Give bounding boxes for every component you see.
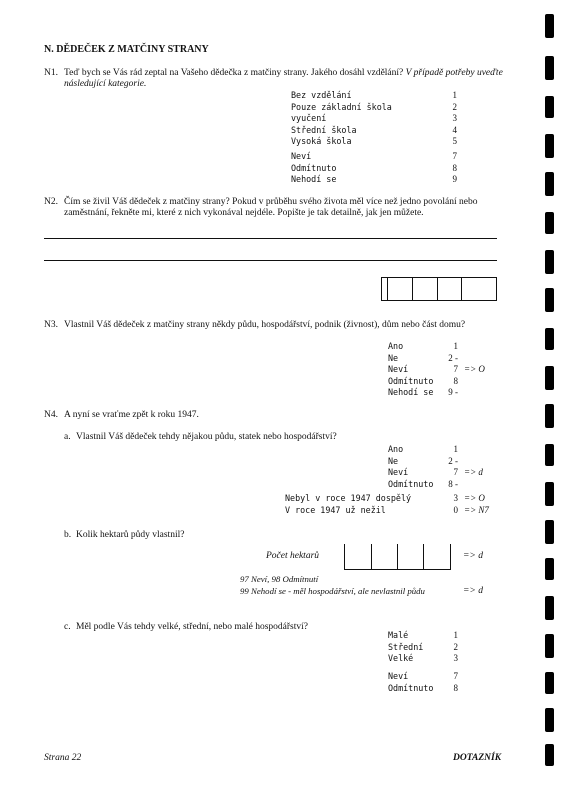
answer-line-2[interactable] <box>44 260 497 261</box>
answer-option[interactable] <box>291 102 457 114</box>
answer-option[interactable] <box>291 163 457 175</box>
option-label: Odmítnuto <box>388 375 434 386</box>
option-code: 3 <box>453 493 458 503</box>
option-label: Velké <box>388 653 414 663</box>
option-label: Nehodí se <box>388 387 434 397</box>
option-code: 8 <box>453 682 458 693</box>
option-code: 0 <box>453 504 458 515</box>
option-code: 1 <box>452 90 457 100</box>
option-label: Nebyl v roce 1947 dospělý <box>285 493 412 503</box>
n4c-options <box>388 630 458 665</box>
option-label: Bez vzdělání <box>291 90 352 100</box>
option-code: 1 <box>453 444 458 454</box>
option-code: 5 <box>452 136 457 146</box>
answer-option[interactable] <box>291 113 457 125</box>
n4a-options <box>388 444 483 490</box>
question-text-n3: Vlastnil Váš dědeček z matčiny strany někdy půdu, hospodářství, podnik (živnost), dům nebo část domu? <box>64 320 466 330</box>
answer-option[interactable] <box>388 683 458 695</box>
answer-option[interactable] <box>388 387 485 399</box>
option-label: Neví <box>291 151 312 161</box>
option-code: 8 - <box>448 478 458 489</box>
question-n1-instruction: V případě potřeby uveďte následující kategorie. <box>64 68 503 89</box>
subquestion-letter-b: b. <box>64 530 72 540</box>
notes-skip-arrow: => d <box>463 586 483 596</box>
answer-option[interactable] <box>291 151 457 163</box>
option-label: Malé <box>388 630 409 640</box>
skip-arrow: => d <box>464 467 483 477</box>
option-label: Neví <box>388 364 409 374</box>
subquestion-text-c: Měl podle Vás tehdy velké, střední, nebo malé hospodářství? <box>76 622 308 632</box>
option-code: 4 <box>452 124 457 135</box>
skip-arrow <box>458 387 485 399</box>
answer-option[interactable] <box>388 376 485 388</box>
answer-option[interactable] <box>291 136 457 148</box>
question-number-n4: N4. <box>44 410 58 420</box>
question-text-n1 <box>64 68 504 90</box>
answer-option[interactable] <box>388 653 458 665</box>
skip-arrow <box>458 376 485 388</box>
option-code: 1 <box>453 341 458 351</box>
question-text-n2: Čím se živil Váš dědeček z matčiny strany? Pokud v průběhu svého života měl více než jedno povolání nebo zaměstnání, řekněte mi, které z nich vykonával nejdéle. Popište je tak detailně, jak jen můžete. <box>64 197 478 218</box>
footer-document-title: DOTAZNÍK <box>453 753 502 763</box>
option-label: Ne <box>388 352 399 363</box>
option-code: 9 <box>452 174 457 184</box>
occupation-code-boxes[interactable] <box>381 277 497 301</box>
answer-option[interactable] <box>285 505 489 517</box>
n1-options <box>291 90 457 148</box>
option-code: 7 <box>453 671 458 681</box>
option-code: 3 <box>452 113 457 123</box>
answer-option[interactable] <box>388 364 485 376</box>
subquestion-text-a: Vlastnil Váš dědeček tehdy nějakou půdu, statek nebo hospodářství? <box>76 432 337 442</box>
skip-arrow <box>458 479 483 491</box>
answer-option[interactable] <box>291 125 457 137</box>
hectares-note-2: 99 Nehodí se - měl hospodářství, ale nevlastnil půdu <box>240 586 425 596</box>
option-code: 9 - <box>448 387 458 397</box>
option-code: 7 <box>453 364 458 374</box>
option-label: Vysoká škola <box>291 136 352 146</box>
option-label: Ano <box>388 444 404 454</box>
n4c-missing-options <box>388 671 458 694</box>
skip-arrow <box>458 341 485 353</box>
hectares-input-boxes[interactable] <box>344 544 451 570</box>
answer-option[interactable] <box>388 353 485 365</box>
hectares-note-1: 97 Neví, 98 Odmítnutí <box>240 574 319 584</box>
footer-page-number: Strana 22 <box>44 753 82 763</box>
question-text-n4: A nyní se vraťme zpět k roku 1947. <box>64 410 199 420</box>
answer-option[interactable] <box>388 456 483 468</box>
option-code: 2 <box>453 641 458 652</box>
option-code: 8 <box>453 375 458 386</box>
question-number-n2: N2. <box>44 197 58 207</box>
option-label: Neví <box>388 671 409 681</box>
answer-option[interactable] <box>388 479 483 491</box>
skip-arrow <box>458 353 485 365</box>
option-label: vyučení <box>291 113 327 123</box>
n1-missing-options <box>291 151 457 186</box>
skip-arrow: => N7 <box>464 504 489 515</box>
skip-arrow <box>458 444 483 456</box>
subquestion-text-b: Kolik hektarů půdy vlastnil? <box>76 530 185 540</box>
answer-option[interactable] <box>388 444 483 456</box>
option-label: Odmítnuto <box>388 478 434 489</box>
option-code: 2 - <box>448 352 458 363</box>
answer-option[interactable] <box>388 630 458 642</box>
answer-option[interactable] <box>388 671 458 683</box>
option-label: Ano <box>388 341 404 351</box>
section-title: N. DĚDEČEK Z MATČINY STRANY <box>44 44 209 55</box>
answer-option[interactable] <box>388 642 458 654</box>
option-label: Nehodí se <box>291 174 337 184</box>
answer-option[interactable] <box>388 467 483 479</box>
subquestion-letter-c: c. <box>64 622 71 632</box>
skip-arrow: => O <box>464 493 485 503</box>
answer-option[interactable] <box>285 493 489 505</box>
n3-options <box>388 341 485 399</box>
option-code: 3 <box>453 653 458 663</box>
question-number-n1: N1. <box>44 68 58 78</box>
question-number-n3: N3. <box>44 320 58 330</box>
skip-arrow: => O <box>464 364 485 374</box>
option-label: Pouze základní škola <box>291 101 392 112</box>
answer-line-1[interactable] <box>44 238 497 239</box>
n4a-extra-options <box>285 493 489 516</box>
option-code: 2 - <box>448 455 458 466</box>
option-label: Střední <box>388 641 424 652</box>
option-label: V roce 1947 už nežil <box>285 504 386 515</box>
option-label: Střední škola <box>291 124 357 135</box>
option-code: 1 <box>453 630 458 640</box>
hectares-field-label: Počet hektarů <box>266 551 320 561</box>
skip-arrow <box>458 456 483 468</box>
option-label: Odmítnuto <box>388 682 434 693</box>
answer-option[interactable] <box>291 90 457 102</box>
option-label: Neví <box>388 467 409 477</box>
answer-option[interactable] <box>291 174 457 186</box>
option-code: 8 <box>452 162 457 173</box>
hectares-skip-arrow: => d <box>463 551 483 561</box>
option-label: Ne <box>388 455 399 466</box>
option-label: Odmítnuto <box>291 162 337 173</box>
option-code: 7 <box>453 467 458 477</box>
question-n1-text: Teď bych se Vás rád zeptal na Vašeho dědečka z matčiny strany. Jakého dosáhl vzdělání? <box>64 68 404 78</box>
subquestion-letter-a: a. <box>64 432 71 442</box>
option-code: 2 <box>452 101 457 112</box>
option-code: 7 <box>452 151 457 161</box>
answer-option[interactable] <box>388 341 485 353</box>
